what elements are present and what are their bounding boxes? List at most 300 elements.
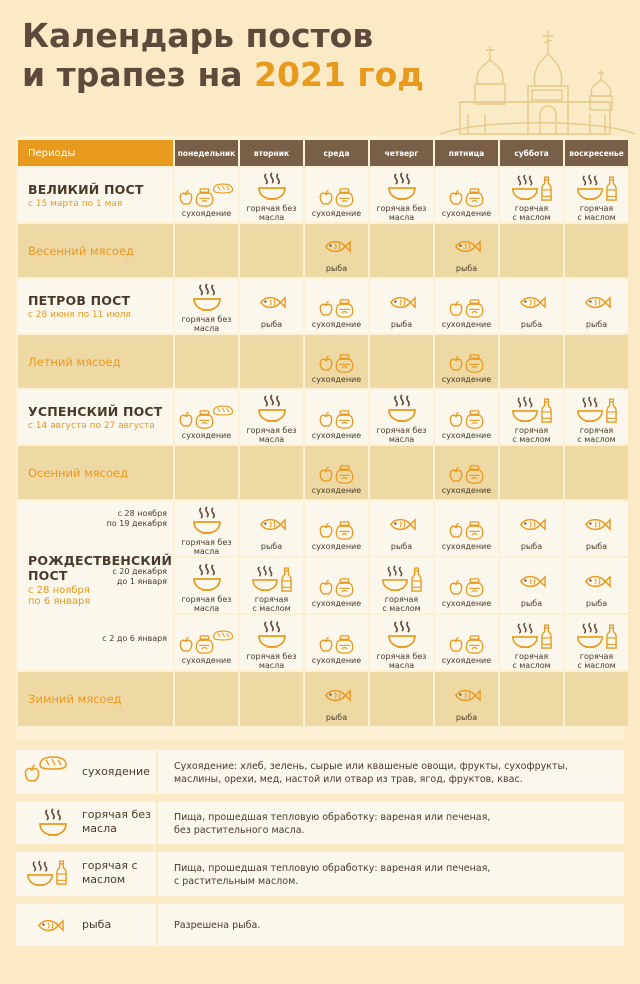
apple-icon	[179, 636, 193, 654]
legend-key	[16, 852, 156, 896]
caption: сухоядение	[441, 599, 492, 608]
legend-label: сухоядение	[82, 765, 150, 778]
hot-bowl-icon	[576, 174, 604, 202]
title-line-2	[22, 55, 424, 94]
caption-line: с маслом	[512, 435, 551, 444]
apple-icon	[319, 636, 333, 654]
legend-text	[158, 904, 624, 946]
cell-oil	[565, 615, 628, 670]
header-sunday: воскресенье	[565, 140, 628, 166]
caption-line: с маслом	[252, 603, 291, 613]
caption: сухоядение	[311, 656, 362, 665]
hot-bowl-icon	[511, 174, 539, 202]
hot-bowl-icon	[576, 622, 604, 650]
hot-bowl-icon	[192, 506, 222, 536]
cell-oil	[240, 558, 303, 613]
cell-empty	[565, 224, 628, 277]
cell-fish	[565, 558, 628, 613]
caption-line: с маслом	[577, 660, 616, 670]
jar-icon	[465, 188, 484, 207]
cell-fish	[565, 279, 628, 333]
cell-fish	[435, 224, 498, 277]
caption-line: масла	[388, 435, 415, 444]
cell-empty	[175, 446, 238, 499]
oil-bottle-icon	[411, 567, 422, 593]
caption	[240, 426, 303, 444]
caption	[370, 652, 433, 670]
header-thursday: четверг	[370, 140, 433, 166]
period-dates: с 14 августа по 27 августа	[28, 420, 155, 431]
period-name: Осенний мясоед	[28, 465, 129, 480]
hot-bowl-icon	[511, 396, 539, 424]
cell-fish	[370, 501, 433, 556]
caption: рыба	[585, 542, 608, 551]
oil-bottle-icon	[281, 567, 292, 593]
legend-row-hot	[16, 802, 624, 844]
hot-bowl-icon	[387, 620, 417, 650]
period-peter	[18, 279, 173, 333]
caption	[565, 426, 628, 444]
caption: сухоядение	[311, 599, 362, 608]
legend-text	[158, 750, 624, 794]
apple-icon	[319, 579, 333, 597]
header-wednesday: среда	[305, 140, 368, 166]
hot-bowl-icon	[257, 620, 287, 650]
bread-icon	[212, 183, 234, 194]
hot-bowl-icon	[192, 283, 222, 313]
cell-empty	[565, 446, 628, 499]
apple-icon	[179, 411, 193, 429]
cell-empty	[565, 672, 628, 726]
fish-icon	[388, 295, 416, 310]
caption: сухоядение	[441, 486, 492, 495]
caption: рыба	[325, 712, 348, 722]
church-icon	[440, 14, 635, 136]
subperiod-line: с 20 декабря	[112, 567, 167, 576]
cell-fish	[500, 501, 563, 556]
caption: рыба	[325, 264, 348, 273]
cell-dry	[305, 501, 368, 556]
caption-line: масла	[193, 546, 220, 556]
legend-row-fish	[16, 904, 624, 946]
legend-key	[16, 904, 156, 946]
fish-icon	[518, 517, 546, 532]
apple-icon	[449, 579, 463, 597]
period-name: ПОСТ	[28, 568, 68, 583]
caption-line: с маслом	[512, 660, 551, 670]
legend-line: Сухоядение: хлеб, зелень, сырые или квашеные овощи, фрукты, сухофрукты,	[174, 761, 569, 772]
oil-bottle-icon	[606, 398, 617, 424]
jar-icon	[335, 354, 354, 373]
caption-line: горячая без	[376, 651, 427, 661]
jar-icon	[465, 521, 484, 540]
period-summer	[18, 335, 173, 388]
subperiod-line: до 1 января	[116, 577, 167, 586]
caption-line: горячая	[514, 204, 549, 213]
cell-hot	[370, 168, 433, 222]
caption: сухоядение	[311, 319, 362, 329]
caption-line: масла	[258, 660, 285, 670]
cell-oil	[565, 390, 628, 444]
fish-icon	[36, 918, 64, 933]
legend-line: Разрешена рыба.	[174, 920, 261, 931]
cell-dry	[435, 558, 498, 613]
cell-empty	[500, 446, 563, 499]
cell-hot	[240, 168, 303, 222]
caption: сухоядение	[441, 319, 492, 329]
jar-icon	[335, 410, 354, 429]
legend-row-oil	[16, 852, 624, 896]
cell-empty	[175, 335, 238, 388]
cell-dry	[305, 390, 368, 444]
cell-empty	[500, 335, 563, 388]
legend-key	[16, 802, 156, 844]
legend-line: маслины, орехи, мед, настой или отвар из трав, ягод, фруктов, квас.	[174, 774, 523, 785]
caption-line: горячая	[514, 426, 549, 435]
caption-line: с маслом	[382, 603, 421, 613]
caption: сухоядение	[181, 656, 232, 665]
legend-key	[16, 750, 156, 794]
hot-bowl-icon	[257, 172, 287, 202]
jar-icon	[335, 465, 354, 484]
cell-oil	[500, 615, 563, 670]
cell-hot	[240, 615, 303, 670]
hot-bowl-icon	[251, 565, 279, 593]
header-tuesday: вторник	[240, 140, 303, 166]
cell-dry	[305, 279, 368, 333]
caption: рыба	[585, 319, 608, 329]
subperiod-line: по 19 декабря	[106, 519, 167, 528]
cell-hot	[370, 615, 433, 670]
apple-icon	[319, 522, 333, 540]
caption-line: масла	[388, 660, 415, 670]
legend-text	[158, 852, 624, 896]
caption	[500, 204, 563, 222]
caption-line: с маслом	[512, 213, 551, 222]
fish-icon	[583, 517, 611, 532]
cell-empty	[240, 224, 303, 277]
fish-icon	[583, 295, 611, 310]
cell-fish	[500, 558, 563, 613]
jar-icon	[465, 635, 484, 654]
jar-icon	[335, 635, 354, 654]
apple-icon	[449, 466, 463, 484]
cell-empty	[240, 672, 303, 726]
caption: сухоядение	[311, 542, 362, 551]
subperiod-2	[112, 567, 167, 587]
caption	[240, 652, 303, 670]
caption	[500, 426, 563, 444]
apple-icon	[319, 300, 333, 318]
caption	[565, 652, 628, 670]
period-dates: с 28 июня по 11 июля	[28, 309, 131, 320]
legend-label-line: масла	[82, 822, 117, 835]
cell-oil	[500, 390, 563, 444]
caption	[240, 595, 303, 613]
oil-bottle-icon	[606, 176, 617, 202]
hot-bowl-icon	[38, 808, 68, 838]
cell-hot	[175, 279, 238, 333]
legend-label	[82, 808, 151, 836]
cell-dry	[175, 390, 238, 444]
caption	[175, 595, 238, 613]
title-line-1: Календарь постов	[22, 16, 374, 55]
row-dormition	[18, 390, 628, 444]
title-prefix: и трапез на	[22, 55, 255, 94]
caption-line: масла	[258, 435, 285, 444]
caption-line: горячая без	[246, 426, 297, 435]
caption: сухоядение	[441, 375, 492, 384]
period-dates: с 15 марта по 1 мая	[28, 198, 123, 209]
oil-bottle-icon	[541, 398, 552, 424]
caption: рыба	[585, 599, 608, 608]
cell-fish	[305, 224, 368, 277]
legend-line: Пища, прошедшая тепловую обработку: вареная или печеная,	[174, 863, 491, 874]
cell-fish	[305, 672, 368, 726]
cell-empty	[565, 335, 628, 388]
row-winter	[18, 672, 628, 726]
period-autumn	[18, 446, 173, 499]
cell-empty	[175, 672, 238, 726]
cell-empty	[175, 224, 238, 277]
period-name: Весенний мясоед	[28, 243, 134, 258]
cell-dry	[175, 168, 238, 222]
caption-line: масла	[193, 603, 220, 613]
cell-dry	[435, 615, 498, 670]
header-periods: Периоды	[18, 140, 173, 166]
cell-hot	[240, 390, 303, 444]
caption-line: с маслом	[577, 213, 616, 222]
legend-label-line: горячая с	[82, 859, 138, 872]
legend-line: Пища, прошедшая тепловую обработку: вареная или печеная,	[174, 812, 491, 823]
row-autumn	[18, 446, 628, 499]
period-great-lent	[18, 168, 173, 222]
cell-dry	[305, 558, 368, 613]
legend	[16, 750, 624, 970]
caption-line: горячая	[579, 651, 614, 661]
caption: рыба	[520, 599, 543, 608]
apple-icon	[319, 466, 333, 484]
caption	[370, 426, 433, 444]
legend-label-line: маслом	[82, 873, 126, 886]
hot-bowl-icon	[381, 565, 409, 593]
header-monday: понедельник	[175, 140, 238, 166]
caption-line: горячая	[579, 204, 614, 213]
cell-fish	[435, 672, 498, 726]
caption	[500, 652, 563, 670]
jar-icon	[465, 299, 484, 318]
apple-icon	[179, 189, 193, 207]
hot-bowl-icon	[511, 622, 539, 650]
apple-icon	[319, 189, 333, 207]
caption: рыба	[260, 542, 283, 551]
caption: рыба	[520, 542, 543, 551]
cell-empty	[370, 672, 433, 726]
hot-bowl-icon	[192, 563, 222, 593]
jar-icon	[465, 354, 484, 373]
apple-icon	[449, 522, 463, 540]
header-saturday: суббота	[500, 140, 563, 166]
oil-bottle-icon	[56, 860, 67, 886]
hot-bowl-icon	[257, 394, 287, 424]
jar-icon	[335, 521, 354, 540]
caption-line: горячая без	[181, 537, 232, 547]
fish-icon	[323, 688, 351, 703]
cell-dry	[305, 446, 368, 499]
caption: сухоядение	[441, 430, 492, 440]
caption: сухоядение	[311, 208, 362, 218]
jar-icon	[335, 299, 354, 318]
fish-icon	[583, 574, 611, 589]
legend-label: рыба	[82, 918, 112, 931]
jar-icon	[465, 410, 484, 429]
row-spring	[18, 224, 628, 277]
period-nativity	[18, 501, 173, 670]
legend-line: без растительного масла.	[174, 825, 305, 836]
apple-icon	[449, 411, 463, 429]
hot-bowl-icon	[387, 394, 417, 424]
cell-empty	[370, 224, 433, 277]
apple-icon	[319, 411, 333, 429]
cell-dry	[435, 501, 498, 556]
bread-icon	[38, 756, 68, 770]
apple-icon	[319, 355, 333, 373]
apple-icon	[449, 189, 463, 207]
cell-dry	[305, 335, 368, 388]
title-year: 2021 год	[254, 55, 424, 94]
cell-dry	[305, 168, 368, 222]
row-peter	[18, 279, 628, 333]
fish-icon	[518, 574, 546, 589]
jar-icon	[465, 578, 484, 597]
cell-fish	[500, 279, 563, 333]
oil-bottle-icon	[606, 624, 617, 650]
caption: рыба	[455, 712, 478, 722]
caption-line: масла	[258, 213, 285, 222]
cell-dry	[305, 615, 368, 670]
period-winter	[18, 672, 173, 726]
caption: рыба	[390, 542, 413, 551]
period-name: УСПЕНСКИЙ ПОСТ	[28, 403, 163, 419]
cell-empty	[240, 335, 303, 388]
legend-text	[158, 802, 624, 844]
caption-line: горячая	[384, 594, 419, 604]
legend-label-line: горячая без	[82, 808, 151, 821]
caption	[175, 315, 238, 333]
caption: рыба	[455, 264, 478, 273]
fish-icon	[258, 517, 286, 532]
cell-fish	[240, 501, 303, 556]
period-spring	[18, 224, 173, 277]
header-friday: пятница	[435, 140, 498, 166]
row-nativity-1	[18, 501, 628, 556]
caption: сухоядение	[311, 375, 362, 384]
page-title	[22, 16, 424, 94]
hot-bowl-icon	[26, 860, 54, 888]
caption-line: масла	[388, 213, 415, 222]
subperiod-line: с 28 ноября	[117, 509, 167, 518]
caption	[370, 595, 433, 613]
caption-line: горячая без	[376, 426, 427, 435]
period-name: ВЕЛИКИЙ ПОСТ	[28, 181, 144, 197]
period-name: Зимний мясоед	[28, 692, 122, 706]
period-dates: по 6 января	[28, 596, 91, 607]
fish-icon	[258, 295, 286, 310]
caption	[370, 204, 433, 222]
cell-dry	[435, 446, 498, 499]
cell-empty	[500, 672, 563, 726]
cell-empty	[500, 224, 563, 277]
cell-fish	[565, 501, 628, 556]
jar-icon	[335, 188, 354, 207]
caption-line: горячая без	[246, 651, 297, 661]
cell-fish	[370, 279, 433, 333]
subperiod-1	[107, 509, 167, 529]
row-summer	[18, 335, 628, 388]
caption: сухоядение	[311, 430, 362, 440]
fish-icon	[323, 239, 351, 254]
subperiod-3: с 2 до 6 января	[102, 634, 167, 643]
caption-line: горячая	[514, 651, 549, 661]
cell-empty	[370, 446, 433, 499]
bread-icon	[212, 630, 234, 641]
legend-row-dry	[16, 750, 624, 794]
cell-empty	[240, 446, 303, 499]
fish-icon	[518, 295, 546, 310]
caption: сухоядение	[441, 656, 492, 665]
period-name: Летний мясоед	[28, 354, 121, 369]
oil-bottle-icon	[541, 176, 552, 202]
fish-icon	[453, 688, 481, 703]
cell-oil	[500, 168, 563, 222]
period-dates: с 28 ноября	[28, 585, 90, 596]
apple-icon	[449, 636, 463, 654]
cell-dry	[175, 615, 238, 670]
hot-bowl-icon	[387, 172, 417, 202]
caption-line: масла	[193, 324, 220, 333]
legend-line: с растительным маслом.	[174, 876, 299, 887]
jar-icon	[465, 465, 484, 484]
caption-line: горячая без	[181, 315, 232, 324]
caption	[175, 538, 238, 556]
bread-icon	[212, 405, 234, 416]
apple-icon	[449, 300, 463, 318]
fish-icon	[453, 239, 481, 254]
cell-dry	[435, 335, 498, 388]
caption-line: горячая без	[246, 204, 297, 213]
caption-line: горячая	[254, 594, 289, 604]
caption: рыба	[390, 319, 413, 329]
cell-fish	[240, 279, 303, 333]
caption-line: горячая без	[376, 204, 427, 213]
period-name: РОЖДЕСТВЕНСКИЙ	[28, 553, 173, 568]
calendar-table	[16, 138, 630, 728]
caption	[565, 204, 628, 222]
cell-oil	[565, 168, 628, 222]
caption: рыба	[520, 319, 543, 329]
cell-hot	[370, 390, 433, 444]
caption-line: с маслом	[577, 435, 616, 444]
row-great-lent	[18, 168, 628, 222]
cell-dry	[435, 390, 498, 444]
oil-bottle-icon	[541, 624, 552, 650]
period-dormition	[18, 390, 173, 444]
caption: рыба	[260, 319, 283, 329]
caption: сухоядение	[311, 486, 362, 495]
caption: сухоядение	[441, 208, 492, 218]
cell-dry	[435, 168, 498, 222]
fish-icon	[388, 517, 416, 532]
